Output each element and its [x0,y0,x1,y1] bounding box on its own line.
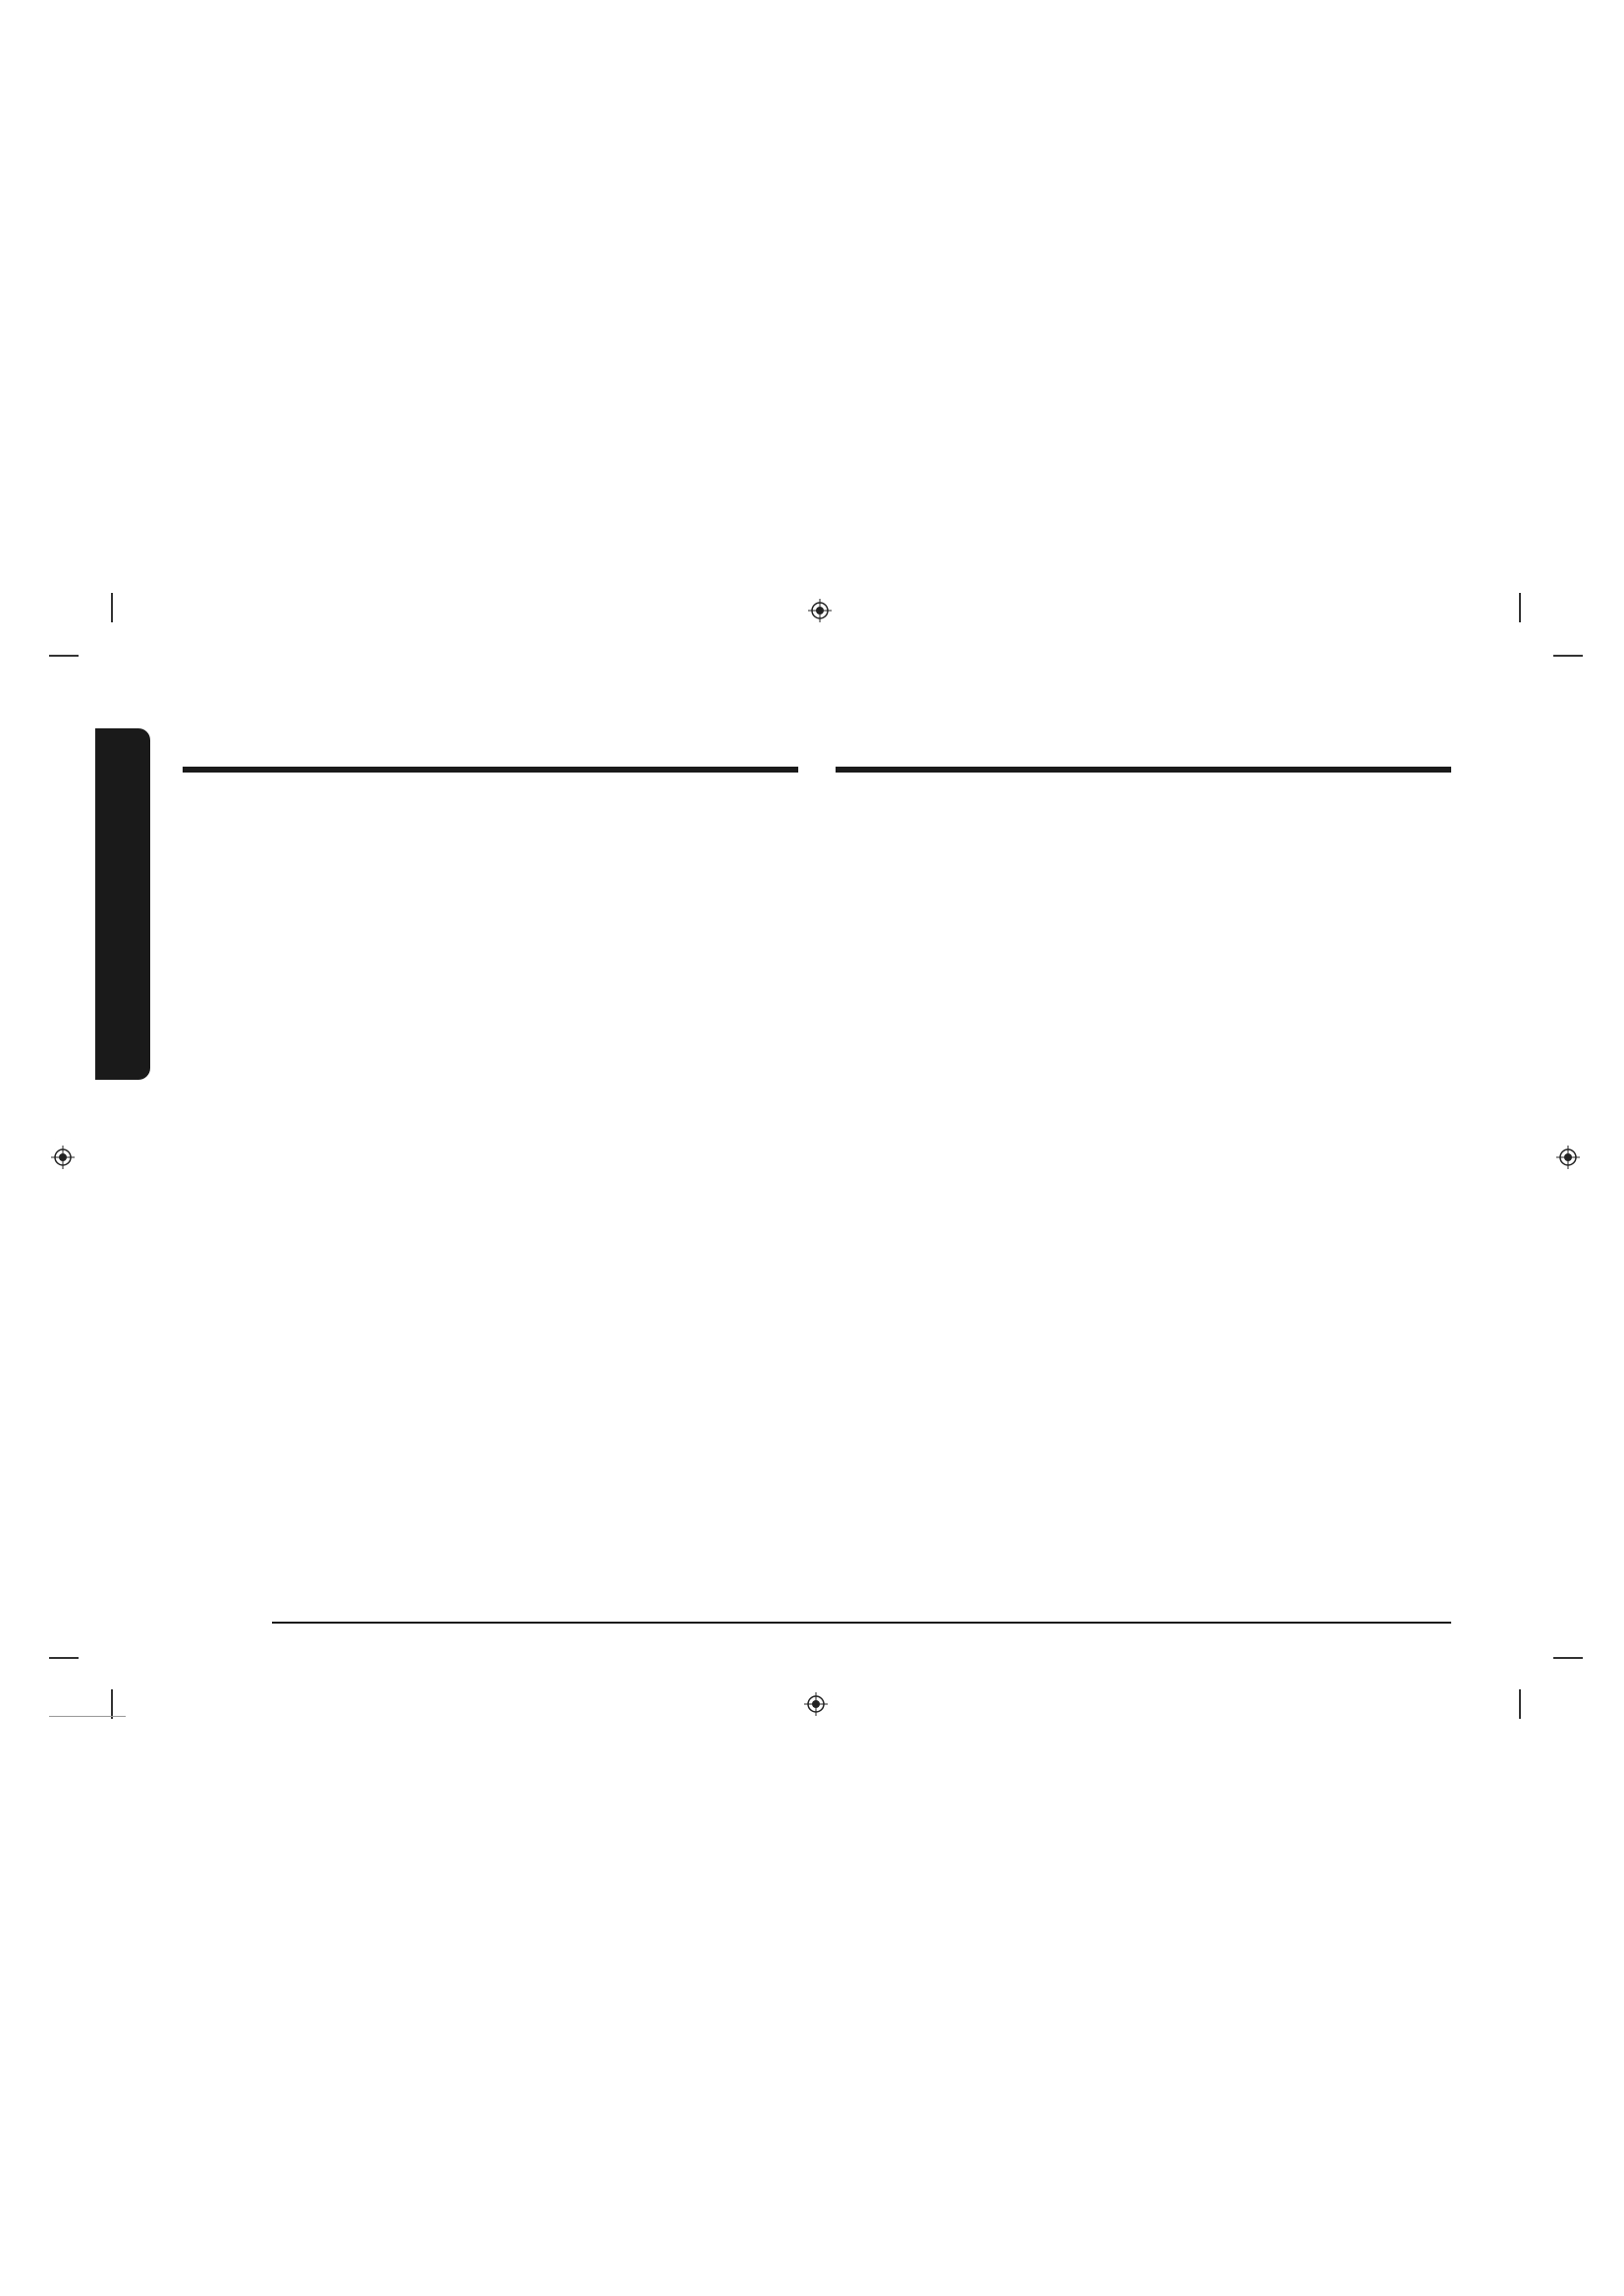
crop-mark [1553,655,1583,657]
crop-mark [111,1689,113,1719]
title-rule-right [836,767,1451,773]
footer-rule [272,1622,1451,1624]
crop-mark [1553,1657,1583,1659]
crop-mark [49,655,79,657]
registration-mark-icon [804,1692,828,1716]
footer-page-label [183,1612,192,1629]
crop-mark [1519,1689,1521,1719]
registration-mark-icon [1556,1146,1580,1169]
side-tab [95,728,150,1080]
title-rule-left [183,767,798,773]
crop-mark [49,1657,79,1659]
slug-divider [49,1716,126,1717]
crop-mark [111,593,113,622]
registration-mark-icon [51,1146,75,1169]
crop-mark [1519,593,1521,622]
registration-mark-icon [808,599,832,622]
